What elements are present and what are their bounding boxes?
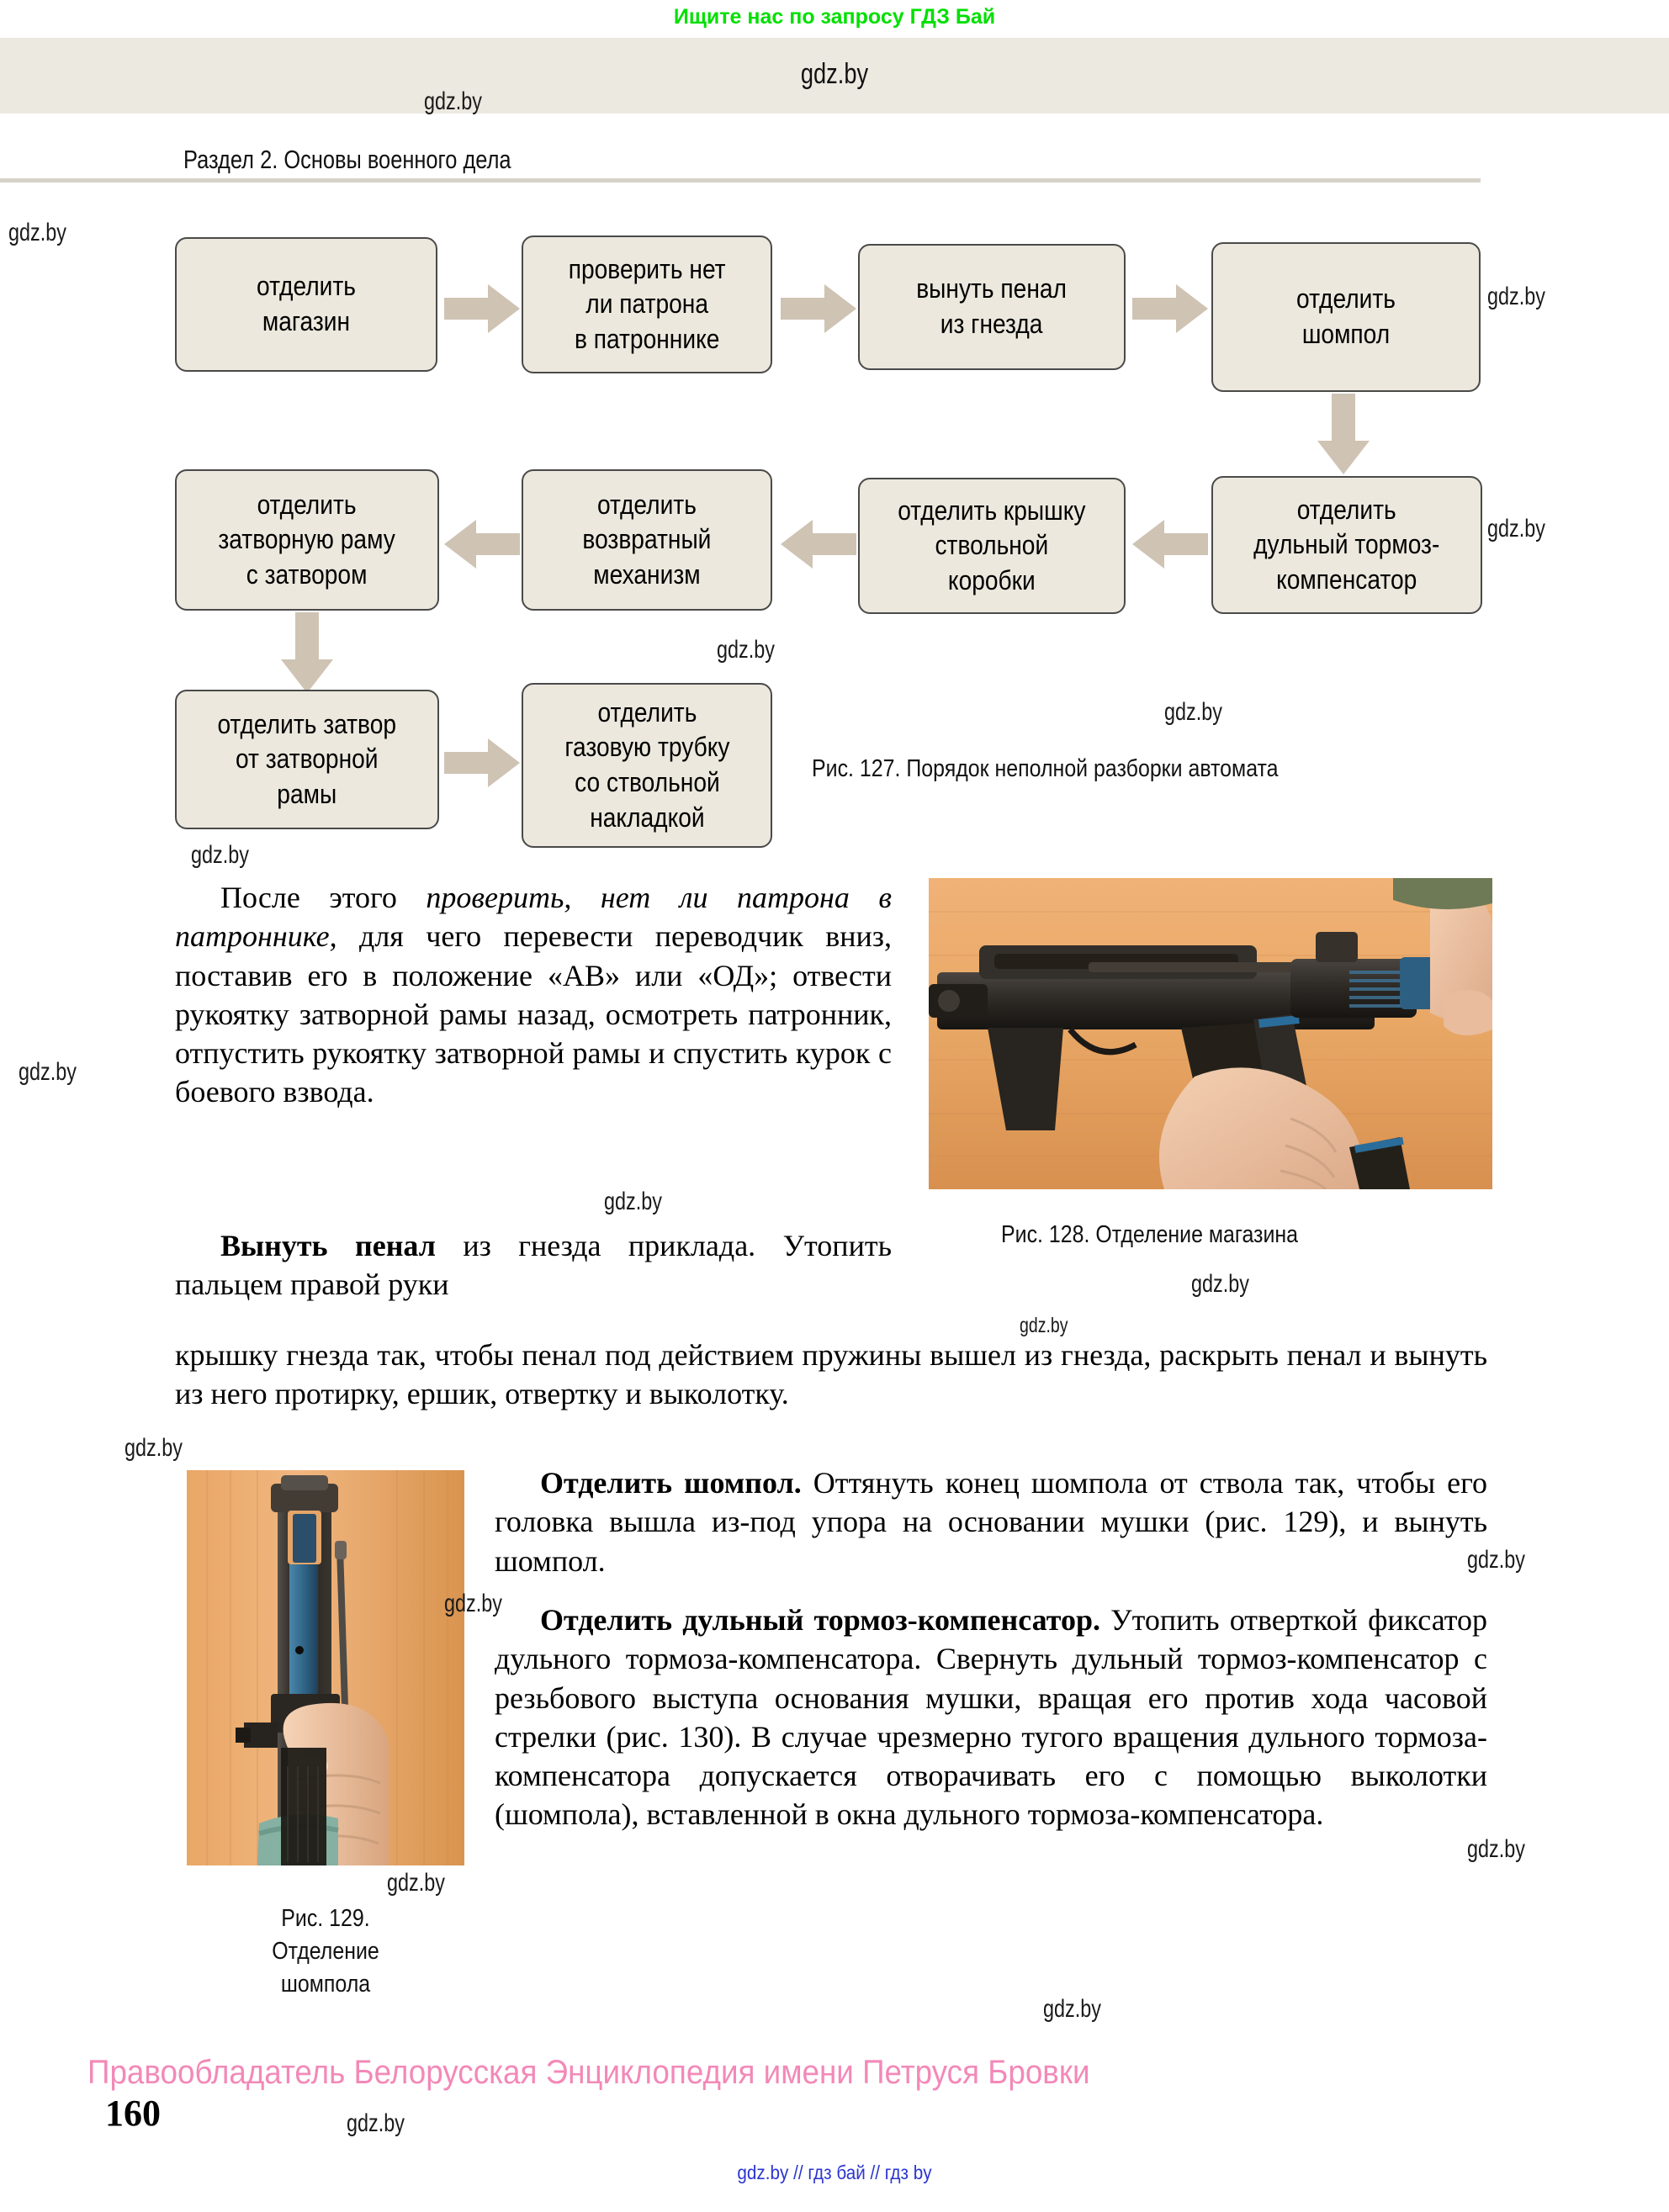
arrow-right-icon [444, 284, 520, 333]
arrow-down-icon [1317, 394, 1370, 474]
figure-caption-line: шомпола [280, 1970, 371, 1998]
flow-box-vozvratnyi-mehanizm[interactable] [522, 469, 772, 611]
arrow-right-icon [781, 284, 856, 333]
figure-caption-129 [206, 1902, 445, 2001]
arrow-down-icon [281, 612, 333, 693]
flow-box-proverit-patron[interactable] [522, 235, 772, 373]
flow-box-line: в патроннике [574, 323, 720, 354]
arrow-left-icon [1132, 520, 1208, 569]
flow-box-gazovaya-trubka[interactable] [522, 683, 772, 848]
text-run: После этого [220, 881, 427, 914]
paragraph-otdelit-dulnyi-tormoz [495, 1601, 1487, 1834]
watermark: gdz.by [1487, 515, 1545, 542]
paragraph-otdelit-shompol [495, 1463, 1487, 1580]
watermark: gdz.by [1164, 698, 1222, 726]
arrow-left-icon [444, 520, 520, 569]
flow-box-line: со ствольной [574, 767, 720, 797]
figure-caption-line: Рис. 129. [281, 1905, 370, 1932]
copyright-notice: Правообладатель Белорусская Энциклопедия имени Петруся Бровки [87, 2054, 1090, 2091]
watermark: gdz.by [1191, 1270, 1249, 1298]
flow-box-line: ствольной [935, 530, 1049, 561]
flow-box-line: шомпол [1301, 319, 1391, 349]
watermark: gdz.by [8, 219, 66, 246]
paragraph-vynut-penal [175, 1226, 892, 1304]
text-run: из гнезда приклада. Утопить пальцем правой руки [175, 1229, 892, 1302]
flow-box-line: отделить [257, 489, 357, 520]
flow-box-line: от затворной [236, 744, 379, 775]
watermark: gdz.by [717, 636, 775, 664]
paragraph-vynut-penal-cont [175, 1336, 1487, 1414]
flow-box-line: рамы [277, 778, 337, 809]
watermark: gdz.by [1043, 1995, 1101, 2023]
flow-box-line: затворную раму [218, 524, 396, 555]
text-run-bold: Отделить дульный тормоз-компенсатор. [540, 1603, 1100, 1637]
flow-box-line: дульный тормоз- [1253, 529, 1440, 560]
watermark: gdz.by [1467, 1835, 1525, 1863]
flow-box-kryshka-stvolnoi-korobki[interactable] [858, 478, 1126, 614]
arrow-right-icon [1132, 284, 1208, 333]
flow-box-line: вынуть пенал [916, 273, 1068, 304]
watermark: gdz.by [1487, 283, 1545, 310]
flow-box-line: коробки [948, 564, 1036, 595]
flow-box-otdelit-shompol[interactable] [1211, 242, 1481, 392]
flow-box-line: отделить [1297, 494, 1396, 525]
watermark: gdz.by [191, 841, 249, 869]
flow-box-line: механизм [593, 558, 701, 590]
flow-box-dulnyi-tormoz[interactable] [1211, 476, 1482, 614]
flow-box-line: отделить [597, 696, 697, 728]
promo-banner-text: Ищите нас по запросу ГДЗ Бай [673, 5, 996, 29]
flow-box-line: отделить [597, 489, 697, 520]
flow-box-line: проверить нет [568, 253, 726, 284]
watermark: gdz.by [347, 2109, 405, 2137]
flow-box-line: отделить [1296, 283, 1396, 315]
figure-caption-128: Рис. 128. Отделение магазина [1001, 1221, 1299, 1248]
watermark-band: gdz.by [800, 58, 869, 90]
flow-box-line: отделить крышку [898, 495, 1086, 526]
flow-box-vynut-penal[interactable] [858, 244, 1126, 370]
flow-box-line: ли патрона [585, 288, 708, 320]
disassembly-flowchart [0, 0, 1669, 869]
figure-caption-127: Рис. 127. Порядок неполной разборки автомата [812, 755, 1279, 782]
flow-box-line: возвратный [582, 524, 712, 555]
rifle-magazine-removal-photo [929, 878, 1492, 1189]
running-head: Раздел 2. Основы военного дела [183, 145, 511, 174]
text-run-italic: проверить, нет ли патрона в патроннике, [175, 881, 892, 954]
text-run-bold: Вынуть пенал [220, 1229, 436, 1262]
flow-box-line: отделить затвор [217, 708, 397, 739]
text-run: для чего перевести переводчик вниз, поставив его в положение «АВ» или «ОД»; отвести рукоятку затворной рамы назад, осмотреть патронник, отпустить рукоятку затворной рамы и спустить курок с боевого взвода. [175, 919, 892, 1109]
arrow-left-icon [781, 520, 856, 569]
watermark: gdz.by [1020, 1314, 1068, 1337]
arrow-right-icon [444, 738, 520, 787]
watermark: gdz.by [125, 1434, 183, 1462]
flow-box-line: с затвором [246, 558, 368, 590]
watermark: gdz.by [444, 1590, 502, 1617]
figure-caption-line: Отделение [272, 1937, 379, 1965]
flow-box-otdelit-magazin[interactable] [175, 237, 437, 372]
flow-box-line: из гнезда [940, 309, 1043, 339]
watermark: gdz.by [604, 1188, 662, 1215]
watermark: gdz.by [387, 1869, 445, 1897]
flow-box-line: накладкой [589, 802, 705, 833]
flow-box-line: компенсатор [1276, 564, 1417, 595]
flow-box-line: газовую трубку [564, 732, 730, 763]
text-run: Утопить отверткой фиксатор дульного тормоза-компенсатора. Свернуть дульный тормоз-компенсатор с резьбового выступа основания мушки, вращая его против хода часовой стрелки (рис. 130). В случае чрезмерно тугого вращения дульного тормоза-компенсатора допускается отворачивать его с помощью выколотки (шомпола), вставленной в окна дульного тормоза-компенсатора. [495, 1603, 1487, 1832]
figure-129-photo [187, 1470, 464, 1865]
rifle-cleaning-rod-removal-photo [187, 1470, 464, 1865]
flow-box-zatvornaya-rama[interactable] [175, 469, 439, 611]
watermark: gdz.by [19, 1058, 77, 1086]
paragraph-posle-etogo [175, 878, 892, 1112]
footer-links: gdz.by // гдз бай // гдз by [737, 2162, 932, 2183]
watermark: gdz.by [1467, 1546, 1525, 1574]
page-number: 160 [105, 2093, 161, 2134]
flow-box-otdelit-zatvor[interactable] [175, 690, 439, 829]
flow-box-line: отделить [257, 271, 356, 302]
figure-128-photo [929, 878, 1492, 1189]
flow-box-line: магазин [262, 306, 351, 336]
text-run-bold: Отделить шомпол. [540, 1466, 802, 1500]
text-run: Оттянуть конец шомпола от ствола так, чтобы его головка вышла из-под упора на основании мушки (рис. 129), и вынуть шомпол. [495, 1466, 1487, 1578]
watermark: gdz.by [424, 87, 482, 115]
text-run: крышку гнезда так, чтобы пенал под действием пружины вышел из гнезда, раскрыть пенал и вынуть из него протирку, ершик, отвертку и выколотку. [175, 1338, 1487, 1411]
